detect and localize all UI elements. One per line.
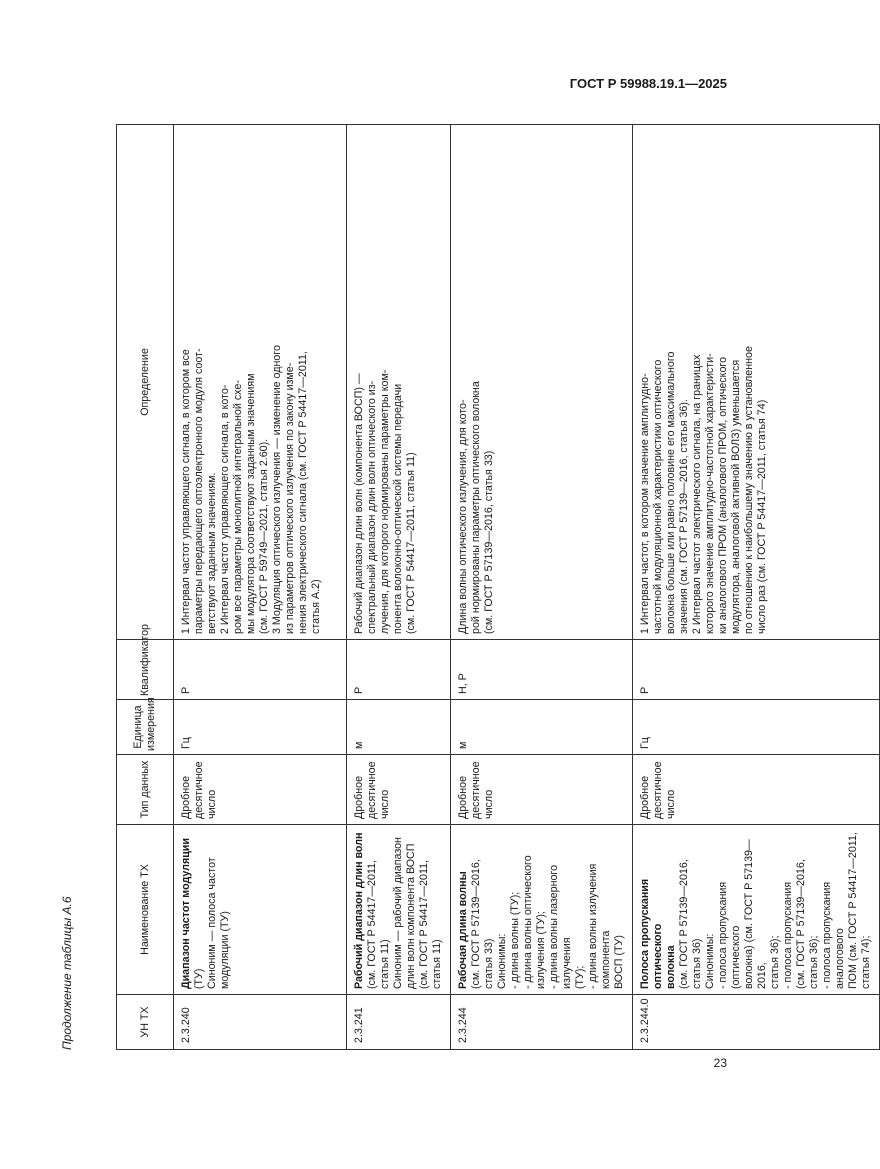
term-name: Рабочий диапазон длин волн: [353, 832, 365, 989]
type-line: Дробное: [353, 775, 365, 819]
def-line: (см. ГОСТ Р 57139—2016, статья 33): [483, 450, 495, 634]
cell-code: 2.3.241: [347, 995, 451, 1050]
name-line: (см. ГОСТ Р 57139—2016, статья 36);: [795, 859, 820, 989]
def-line: которого значение амплитудно-частотной характеристи-: [704, 353, 716, 634]
name-line: - длина волны излучения компонента: [587, 863, 612, 989]
cell-type: [174, 755, 347, 825]
document-code: ГОСТ Р 59988.19.1—2025: [569, 76, 727, 91]
def-line: Длина волны оптического излучения, для кото-: [457, 399, 469, 634]
table-row: [174, 125, 347, 1050]
cell-unit: Гц: [174, 700, 347, 755]
cell-definition: [451, 125, 633, 640]
def-line: по отношению к наибольшему значению в установленное: [743, 346, 755, 634]
type-line: десятичное: [652, 761, 664, 819]
name-line: статья 36);: [769, 935, 781, 989]
type-line: десятичное: [470, 761, 482, 819]
name-line: (см. ГОСТ Р 57139—2016, статья 36): [678, 859, 703, 989]
def-line: нения электрического сигнала (см. ГОСТ Р 54417—2011,: [297, 351, 309, 634]
def-line: понента волоконно-оптической системы передачи: [392, 383, 404, 634]
cell-type: [451, 755, 633, 825]
cell-type: [347, 755, 451, 825]
term-name: Диапазон частот модуляции: [180, 838, 192, 989]
cell-code: 2.3.244.0: [633, 995, 880, 1050]
name-line: Синонимы:: [496, 933, 508, 989]
term-name: Полоса пропускания оптического: [639, 878, 664, 989]
def-line: 2 Интервал частот электрического сигнала, на границах: [691, 354, 703, 634]
def-line: (см. ГОСТ Р 59749—2021, статья 2.60).: [258, 438, 270, 634]
def-line: волокна больше или равно половине его максимального: [665, 351, 677, 634]
def-line: 1 Интервал частот, в котором значение амплитудно-: [639, 373, 651, 634]
name-line: (ТУ);: [574, 965, 586, 989]
table-header-row: [117, 125, 174, 1050]
table-row: [347, 125, 451, 1050]
rotated-table-area: [60, 125, 872, 1050]
col-header-name: Наименование ТХ: [117, 825, 174, 995]
def-line: из параметров оптического излучения по закону изме-: [284, 362, 296, 634]
def-line: частотной модуляционной характеристики оптического: [652, 359, 664, 634]
term-name: Рабочая длина волны: [457, 871, 469, 989]
col-header-type: Тип данных: [117, 755, 174, 825]
def-line: спектральный диапазон длин волн оптического из-: [366, 380, 378, 634]
def-line: рой нормированы параметры оптического волокна: [470, 381, 482, 634]
def-line: 1 Интервал частот управляющего сигнала, в котором все: [180, 349, 192, 634]
col-header-definition: Определение: [117, 125, 174, 640]
cell-qualifier: Р: [633, 640, 880, 700]
type-line: десятичное: [366, 761, 378, 819]
name-line: излучения (ТУ);: [535, 911, 547, 989]
table-caption: Продолжение таблицы А.6: [60, 896, 74, 1050]
name-line: Синоним — рабочий диапазон: [392, 837, 404, 989]
name-line: ПОМ (см. ГОСТ Р 54417—2011,: [847, 832, 859, 989]
type-line: число: [206, 789, 218, 819]
name-line: длин волн компонента ВОСП: [405, 843, 417, 989]
type-line: число: [379, 789, 391, 819]
name-line: - полоса пропускания (оптического: [717, 881, 742, 989]
terms-table: [116, 124, 880, 1050]
def-line: модулятора, аналоговой активной ВОЛЗ) уменьшается: [730, 359, 742, 634]
cell-name: [633, 825, 880, 995]
name-line: Синонимы:: [704, 933, 716, 989]
name-line: - длина волны (ТУ);: [509, 891, 521, 989]
def-line: лучения, для которого нормированы параметры ком-: [379, 369, 391, 634]
name-line: статья 74);: [860, 935, 872, 989]
name-line: Синоним — полоса частот: [206, 857, 218, 989]
cell-code: 2.3.240: [174, 995, 347, 1050]
def-line: 3 Модуляция оптического излучения — изменение одного: [271, 345, 283, 634]
def-line: 2 Интервал частот управляющего сигнала, в кото-: [219, 384, 231, 634]
term-name-suffix: (ТУ): [193, 968, 205, 989]
page-number: 23: [713, 1056, 727, 1070]
type-line: число: [483, 789, 495, 819]
col-header-qualifier: Квалификатор: [117, 640, 174, 700]
term-name: волокна: [665, 945, 677, 989]
col-header-unit: Единица измерения: [117, 700, 174, 755]
def-line: (см. ГОСТ Р 54417—2011, статья 11): [405, 452, 417, 634]
def-line: Рабочий диапазон длин волн (компонента ВОСП) —: [353, 373, 365, 634]
cell-name: [174, 825, 347, 995]
type-line: Дробное: [639, 775, 651, 819]
name-line: - длина волны оптического: [522, 855, 534, 989]
table-row: [451, 125, 633, 1050]
cell-qualifier: Р: [347, 640, 451, 700]
type-line: десятичное: [193, 761, 205, 819]
def-line: мы модулятора соответствуют заданным значениям: [245, 373, 257, 634]
cell-unit: м: [347, 700, 451, 755]
name-line: - полоса пропускания аналогового: [821, 881, 846, 989]
name-line: ВОСП (ТУ): [613, 935, 625, 989]
cell-definition: [633, 125, 880, 640]
cell-definition: [347, 125, 451, 640]
def-line: ветствуют заданным значениям.: [206, 472, 218, 634]
def-line: статья А.2): [310, 579, 322, 634]
def-line: ки аналогового ПРОМ (аналогового ПРОМ, оптического: [717, 356, 729, 634]
cell-code: 2.3.244: [451, 995, 633, 1050]
name-line: - длина волны лазерного излучения: [548, 864, 573, 989]
cell-qualifier: Н, Р: [451, 640, 633, 700]
name-line: модуляции (ТУ): [219, 911, 231, 989]
type-line: число: [665, 789, 677, 819]
name-line: (см. ГОСТ Р 57139—2016, статья 33): [470, 859, 495, 989]
type-line: Дробное: [180, 775, 192, 819]
cell-unit: Гц: [633, 700, 880, 755]
name-line: (см. ГОСТ Р 54417—2011, статья 11): [366, 859, 391, 989]
name-line: (см. ГОСТ Р 54417—2011, статья 11): [418, 859, 443, 989]
cell-type: [633, 755, 880, 825]
def-line: число раз (см. ГОСТ Р 54417—2011, статья 74): [756, 399, 768, 634]
def-line: параметры передающего оптоэлектронного модуля соот-: [193, 348, 205, 634]
name-line: - полоса пропускания: [782, 881, 794, 989]
cell-definition: [174, 125, 347, 640]
cell-unit: м: [451, 700, 633, 755]
col-header-code: УН ТХ: [117, 995, 174, 1050]
table-row: [633, 125, 880, 1050]
def-line: значения (см. ГОСТ Р 57139—2016, статья 36).: [678, 399, 690, 634]
cell-name: [347, 825, 451, 995]
def-line: ром все параметры монолитной интегральной схе-: [232, 380, 244, 634]
cell-name: [451, 825, 633, 995]
name-line: волокна) (см. ГОСТ Р 57139—2016,: [743, 839, 768, 989]
type-line: Дробное: [457, 775, 469, 819]
cell-qualifier: Р: [174, 640, 347, 700]
